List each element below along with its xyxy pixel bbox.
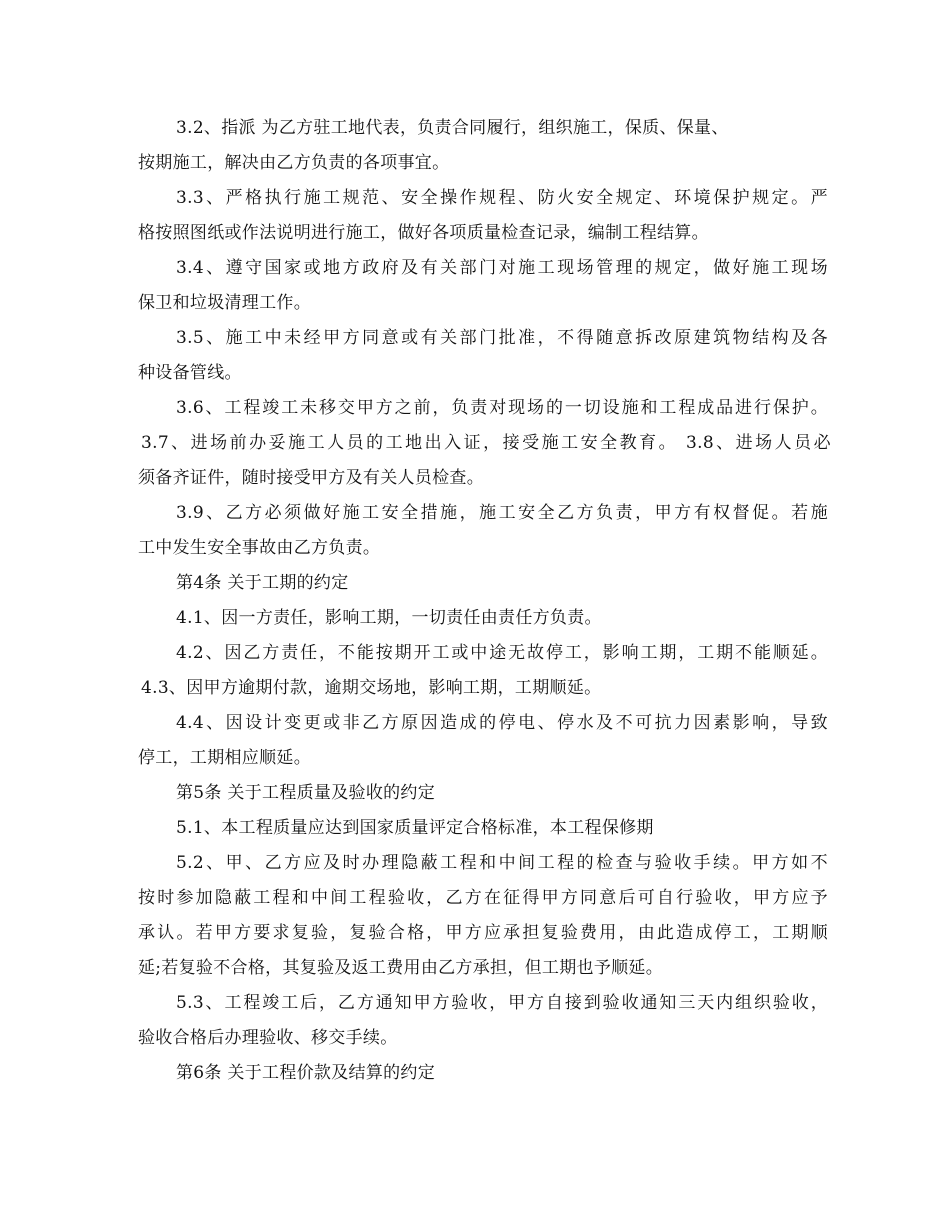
clause-3-2-line-1: 3.2、指派 为乙方驻工地代表，负责合同履行，组织施工，保质、保量、 [176, 118, 729, 138]
clause-5-2-line-3: 承认。若甲方要求复验，复验合格，甲方应承担复验费用，由此造成停工，工期顺 [138, 923, 828, 943]
clause-5-3-line-2: 验收合格后办理验收、移交手续。 [138, 1028, 398, 1048]
clause-3-3-line-2: 格按照图纸或作法说明进行施工，做好各项质量检查记录，编制工程结算。 [138, 223, 709, 243]
clause-5-2-line-1: 5.2、甲、乙方应及时办理隐蔽工程和中间工程的检查与验收手续。甲方如不 [176, 853, 828, 873]
clause-3-2-line-2: 按期施工，解决由乙方负责的各项事宜。 [138, 153, 450, 173]
clause-3-6-line: 3.6、工程竣工未移交甲方之前，负责对现场的一切设施和工程成品进行保护。 [176, 398, 828, 418]
clause-4-4-line-1: 4.4、因设计变更或非乙方原因造成的停电、停水及不可抗力因素影响，导致 [176, 713, 828, 733]
clause-5-3-line-1: 5.3、工程竣工后，乙方通知甲方验收，甲方自接到验收通知三天内组织验收， [176, 993, 828, 1013]
clause-5-2-line-4: 延;若复验不合格，其复验及返工费用由乙方承担，但工期也予顺延。 [138, 958, 664, 978]
article-6-heading: 第6条 关于工程价款及结算的约定 [176, 1063, 436, 1083]
clause-5-1-line: 5.1、本工程质量应达到国家质量评定合格标准，本工程保修期 [176, 818, 654, 838]
clause-5-2-line-2: 按时参加隐蔽工程和中间工程验收，乙方在征得甲方同意后可自行验收，甲方应予 [138, 888, 828, 908]
clause-3-8-line-2: 须备齐证件，随时接受甲方及有关人员检查。 [138, 468, 484, 488]
clause-3-9-line-2: 工中发生安全事故由乙方负责。 [138, 538, 381, 558]
clause-3-4-line-2: 保卫和垃圾清理工作。 [138, 293, 311, 313]
clause-3-5-line-1: 3.5、施工中未经甲方同意或有关部门批准，不得随意拆改原建筑物结构及各 [176, 328, 828, 348]
article-5-heading: 第5条 关于工程质量及验收的约定 [176, 783, 436, 803]
clause-3-9-line-1: 3.9、乙方必须做好施工安全措施，施工安全乙方负责，甲方有权督促。若施 [176, 503, 828, 523]
article-4-heading: 第4条 关于工期的约定 [176, 573, 349, 593]
clause-4-4-line-2: 停工，工期相应顺延。 [138, 748, 311, 768]
clause-3-3-line-1: 3.3、严格执行施工规范、安全操作规程、防火安全规定、环境保护规定。严 [176, 188, 828, 208]
clause-4-3-line: 4.3、因甲方逾期付款，逾期交场地，影响工期，工期顺延。 [141, 678, 602, 698]
clause-3-4-line-1: 3.4、遵守国家或地方政府及有关部门对施工现场管理的规定，做好施工现场 [176, 258, 828, 278]
clause-4-2-line: 4.2、因乙方责任，不能按期开工或中途无故停工，影响工期，工期不能顺延。 [176, 643, 828, 663]
clause-3-5-line-2: 种设备管线。 [138, 363, 242, 383]
clause-3-7-line-1: 3.7、进场前办妥施工人员的工地出入证，接受施工安全教育。 3.8、进场人员必 [141, 433, 831, 453]
clause-4-1-line: 4.1、因一方责任，影响工期，一切责任由责任方负责。 [176, 608, 602, 628]
